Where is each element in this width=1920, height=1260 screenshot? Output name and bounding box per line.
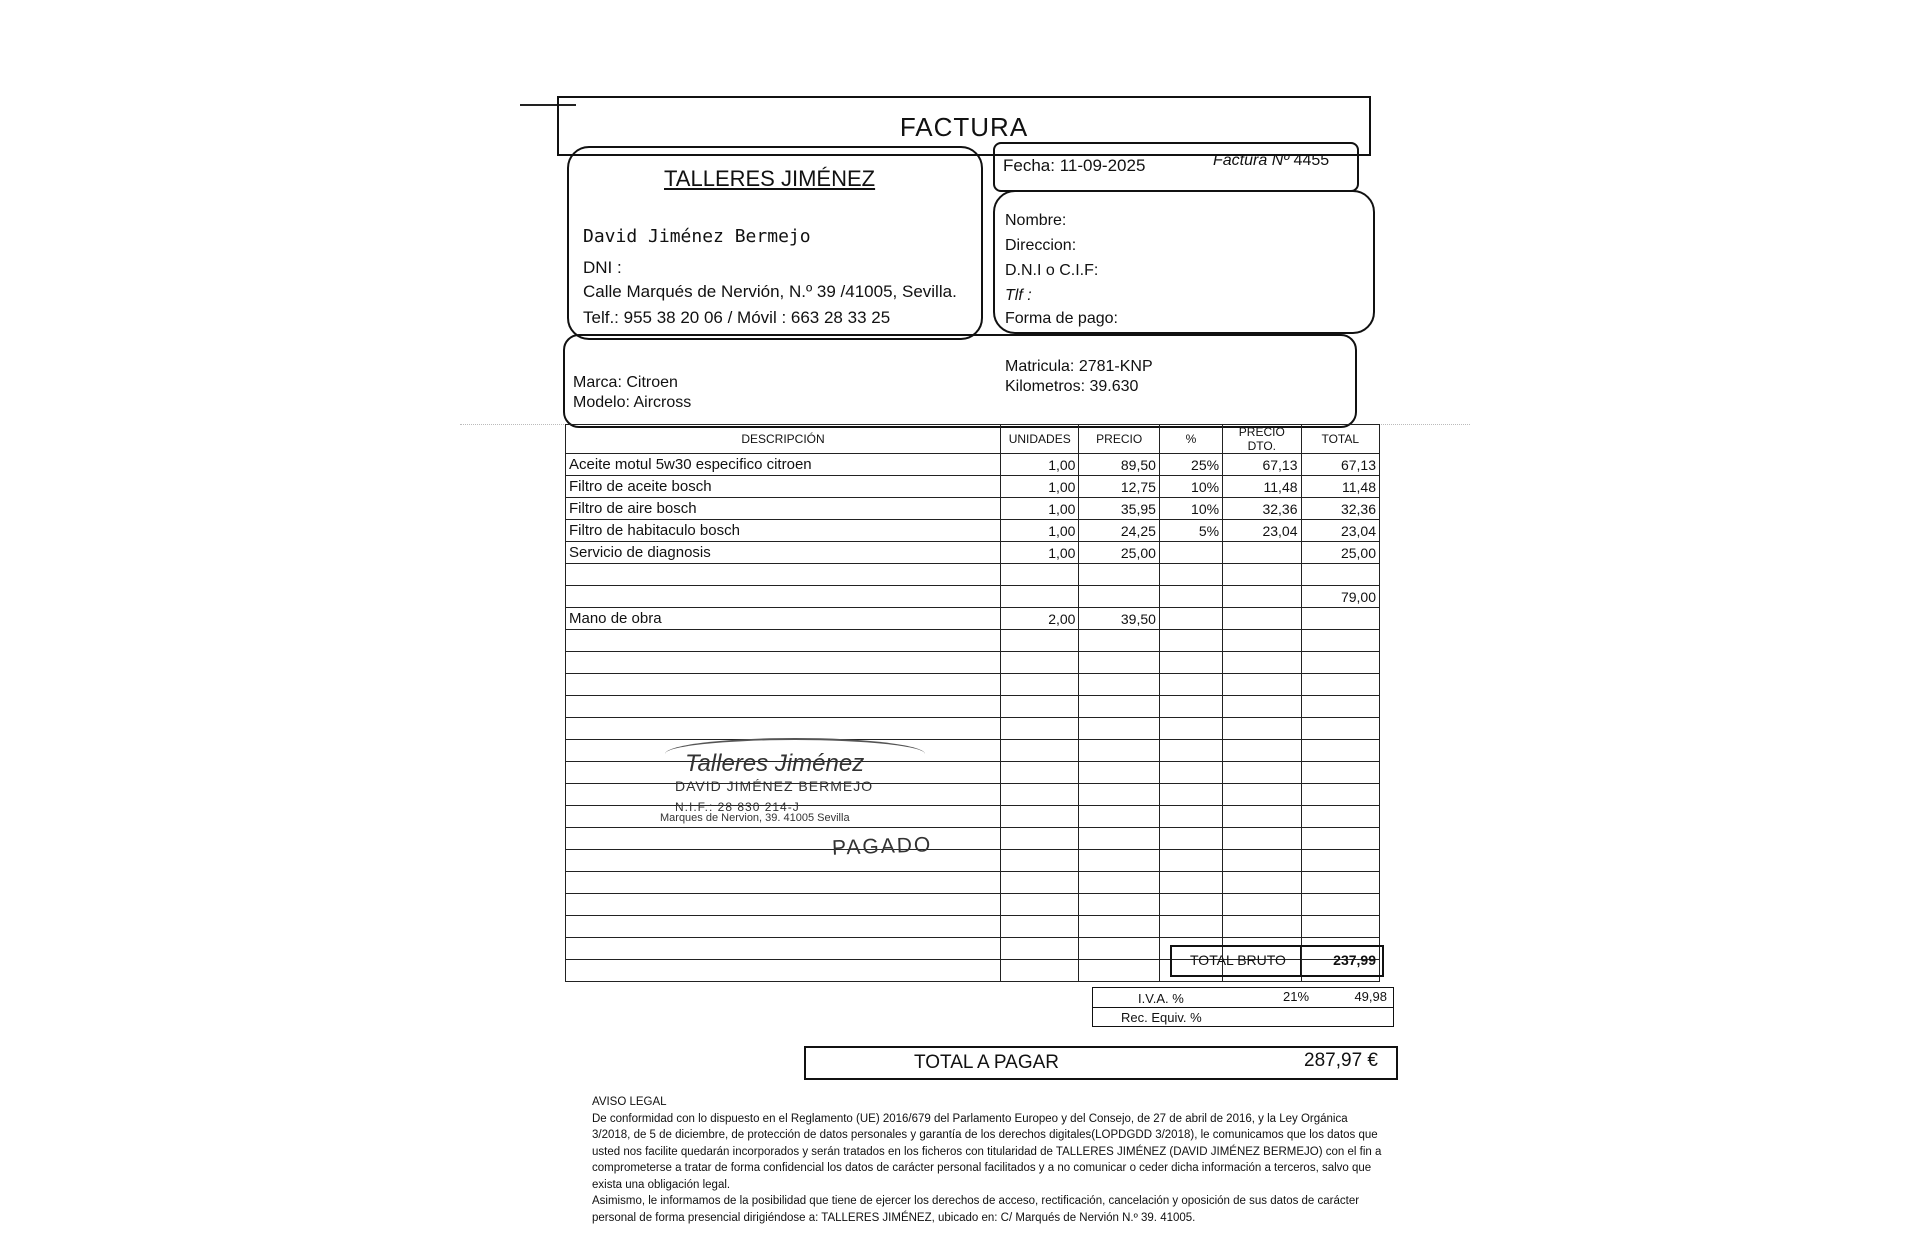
client-payment-label: Forma de pago: [1005, 310, 1118, 327]
cell-desc: Filtro de habitaculo bosch [566, 520, 1001, 542]
shop-dni-label: DNI : [583, 258, 622, 277]
cell-empty [1159, 740, 1222, 762]
cell-pct: 10% [1159, 476, 1222, 498]
cell-price [1079, 586, 1159, 608]
cell-empty [1223, 652, 1301, 674]
cell-empty [1159, 718, 1222, 740]
cell-empty [1159, 806, 1222, 828]
cell-dto: 23,04 [1223, 520, 1301, 542]
cell-empty [1001, 652, 1079, 674]
cell-dto: 11,48 [1223, 476, 1301, 498]
cell-empty [1301, 850, 1379, 872]
cell-empty [1301, 894, 1379, 916]
total-bruto-value: 237,99 [1333, 952, 1376, 968]
cell-empty [1001, 938, 1079, 960]
cell-empty [1159, 630, 1222, 652]
iva-label: I.V.A. % [1138, 991, 1184, 1006]
cell-pct: 10% [1159, 498, 1222, 520]
table-row [566, 564, 1380, 586]
table-row-empty [566, 652, 1380, 674]
cell-empty [1301, 916, 1379, 938]
iva-value: 49,98 [1354, 989, 1387, 1004]
plate-value: 2781-KNP [1078, 358, 1153, 375]
cell-desc: Aceite motul 5w30 especifico citroen [566, 454, 1001, 476]
cell-empty [1223, 806, 1301, 828]
invoice-number [1213, 152, 1329, 170]
shop-name: TALLERES JIMÉNEZ [664, 166, 876, 191]
shop-address: Calle Marqués de Nervión, N.º 39 /41005, Sevilla. [583, 282, 957, 301]
cell-empty [1001, 916, 1079, 938]
km-label: Kilometros: [1005, 378, 1086, 395]
cell-empty [566, 938, 1001, 960]
cell-price: 35,95 [1079, 498, 1159, 520]
vehicle-brand [573, 374, 678, 392]
iva-row [1093, 988, 1393, 1007]
table-row-empty [566, 916, 1380, 938]
model-label: Modelo: [573, 394, 630, 411]
cell-total [1301, 564, 1379, 586]
date-value: 11-09-2025 [1059, 156, 1146, 175]
cell-empty [1079, 784, 1159, 806]
cell-units: 1,00 [1001, 498, 1079, 520]
cell-total: 79,00 [1301, 586, 1379, 608]
iva-percent: 21% [1283, 989, 1310, 1004]
cell-empty [1159, 674, 1222, 696]
items-header-row [566, 425, 1380, 454]
table-row-empty [566, 872, 1380, 894]
cell-empty [1223, 916, 1301, 938]
cell-empty [1001, 828, 1079, 850]
table-row-empty [566, 696, 1380, 718]
cell-empty [1301, 696, 1379, 718]
cell-empty [1301, 784, 1379, 806]
vehicle-box [563, 334, 1357, 428]
invoice-title: FACTURA [899, 112, 1029, 142]
legal-heading: AVISO LEGAL [592, 1096, 667, 1108]
date-label: Fecha: [1003, 156, 1055, 175]
cell-empty [1001, 850, 1079, 872]
shop-info-box [567, 146, 983, 340]
cell-units: 1,00 [1001, 520, 1079, 542]
invoice-date [1003, 156, 1145, 176]
cell-empty [1001, 762, 1079, 784]
cell-empty [1079, 894, 1159, 916]
cell-empty [1223, 696, 1301, 718]
table-row [566, 476, 1380, 498]
stamp-line-4: Marques de Nervion, 39. 41005 Sevilla [660, 812, 850, 824]
table-row [566, 498, 1380, 520]
cell-empty [1079, 740, 1159, 762]
cell-empty [1079, 960, 1159, 982]
items-body [566, 454, 1380, 982]
cell-empty [566, 674, 1001, 696]
legal-text: De conformidad con lo dispuesto en el Reglamento (UE) 2016/679 del Parlamento Europeo y del Consejo, de 27 de abril de 2016, y la Ley Orgánica 3/2018, de 5 de diciembre, de protección de datos personales y garantía de los derechos digitales(LOPDGDD 3/2018), le comunicamos que los datos que usted nos facilite quedarán incorporados y serán tratados en los ficheros con titularidad de TALLERES JIMÉNEZ (DAVID JIMÉNEZ BERMEJO) con el fin a comprometerse a tratar de forma confidencial los datos de carácter personal facilitados y a no comunicar o ceder dicha información a terceros, salvo que exista una obligación legal. [592, 1112, 1382, 1191]
client-name-label: Nombre: [1005, 212, 1067, 229]
cell-empty [1301, 674, 1379, 696]
cell-empty [1079, 806, 1159, 828]
cell-desc: Filtro de aire bosch [566, 498, 1001, 520]
cell-empty [1159, 784, 1222, 806]
cell-empty [1079, 762, 1159, 784]
cell-total: 67,13 [1301, 454, 1379, 476]
cell-empty [1001, 740, 1079, 762]
items-table [565, 424, 1380, 982]
cell-units [1001, 586, 1079, 608]
cell-empty [1301, 872, 1379, 894]
cell-empty [1159, 762, 1222, 784]
cell-pct [1159, 586, 1222, 608]
cell-empty [566, 916, 1001, 938]
cell-dto: 32,36 [1223, 498, 1301, 520]
client-info-box [993, 190, 1375, 334]
cell-total: 25,00 [1301, 542, 1379, 564]
plate-label: Matricula: [1005, 358, 1075, 375]
cell-empty [1159, 828, 1222, 850]
cell-empty [566, 652, 1001, 674]
cell-empty [566, 872, 1001, 894]
cell-empty [566, 960, 1001, 982]
invoice-date-box [993, 142, 1359, 192]
cell-empty [1079, 938, 1159, 960]
shop-owner: David Jiménez Bermejo [583, 226, 811, 247]
cell-empty [1223, 762, 1301, 784]
cell-empty [1079, 630, 1159, 652]
cell-pct [1159, 542, 1222, 564]
cell-empty [1001, 872, 1079, 894]
cell-empty [1079, 718, 1159, 740]
cell-desc [566, 564, 1001, 586]
invoice-number-label: Factura Nº [1213, 152, 1290, 169]
total-pay-box [804, 1046, 1398, 1080]
total-pay-value: 287,97 € [1304, 1050, 1378, 1071]
brand-value: Citroen [626, 374, 678, 391]
brand-label: Marca: [573, 374, 622, 391]
table-row-empty [566, 894, 1380, 916]
cell-pct [1159, 564, 1222, 586]
cell-empty [566, 718, 1001, 740]
cell-empty [1001, 806, 1079, 828]
cell-empty [1079, 850, 1159, 872]
total-bruto-box [1170, 945, 1384, 977]
cell-empty [1301, 828, 1379, 850]
cell-empty [1223, 630, 1301, 652]
cell-empty [1001, 960, 1079, 982]
cell-empty [1001, 894, 1079, 916]
cell-empty [1159, 894, 1222, 916]
table-row-empty [566, 630, 1380, 652]
cell-price: 12,75 [1079, 476, 1159, 498]
cell-price: 89,50 [1079, 454, 1159, 476]
table-row [566, 520, 1380, 542]
cell-units [1001, 564, 1079, 586]
legal-notice [592, 1094, 1382, 1226]
table-row [566, 454, 1380, 476]
table-row [566, 542, 1380, 564]
cell-dto [1223, 542, 1301, 564]
cell-price: 24,25 [1079, 520, 1159, 542]
cell-empty [566, 630, 1001, 652]
cell-desc: Filtro de aceite bosch [566, 476, 1001, 498]
total-pay-label: TOTAL A PAGAR [914, 1052, 1060, 1073]
cell-empty [1001, 784, 1079, 806]
cell-empty [1223, 740, 1301, 762]
col-percent: % [1159, 425, 1222, 454]
table-row [566, 608, 1380, 630]
model-value: Aircross [633, 394, 692, 411]
vehicle-km [1005, 378, 1138, 396]
cell-pct [1159, 608, 1222, 630]
cell-empty [1079, 872, 1159, 894]
cell-empty [1159, 850, 1222, 872]
cell-pct: 25% [1159, 454, 1222, 476]
cell-empty [1301, 740, 1379, 762]
tax-box [1092, 987, 1394, 1027]
cell-units: 1,00 [1001, 476, 1079, 498]
table-row-empty [566, 674, 1380, 696]
cell-empty [1079, 696, 1159, 718]
cell-desc: Servicio de diagnosis [566, 542, 1001, 564]
cell-empty [1159, 652, 1222, 674]
vehicle-model [573, 394, 691, 412]
client-address-label: Direccion: [1005, 237, 1077, 254]
col-total: TOTAL [1301, 425, 1379, 454]
cell-dto [1223, 586, 1301, 608]
legal-text-2: Asimismo, le informamos de la posibilidad que tiene de ejercer los derechos de acceso, rectificación, cancelación y oposición de sus datos de carácter personal de forma presencial dirigiéndose a: TALLERES JIMÉNEZ, ubicado en: C/ Marqués de Nervión N.º 39. 41005. [592, 1195, 1360, 1224]
table-row [566, 586, 1380, 608]
total-bruto-label: TOTAL BRUTO [1190, 952, 1286, 968]
cell-empty [566, 894, 1001, 916]
cell-empty [1001, 696, 1079, 718]
col-price: PRECIO [1079, 425, 1159, 454]
cell-empty [1223, 674, 1301, 696]
cell-empty [1079, 674, 1159, 696]
cell-desc [566, 586, 1001, 608]
rec-label: Rec. Equiv. % [1121, 1010, 1202, 1025]
cell-units: 1,00 [1001, 542, 1079, 564]
cell-empty [1301, 630, 1379, 652]
cell-empty [1301, 762, 1379, 784]
cell-empty [1159, 872, 1222, 894]
col-price-dto: PRECIO DTO. [1223, 425, 1301, 454]
cell-empty [1301, 652, 1379, 674]
cell-price: 39,50 [1079, 608, 1159, 630]
table-row-empty [566, 718, 1380, 740]
cell-pct: 5% [1159, 520, 1222, 542]
cell-empty [1079, 652, 1159, 674]
stamp-line-3: N.I.F.: 28 830 214-J [675, 800, 800, 814]
stamp-line-2: DAVID JIMÉNEZ BERMEJO [675, 778, 874, 794]
cell-empty [1223, 850, 1301, 872]
cell-dto [1223, 564, 1301, 586]
cell-empty [1001, 674, 1079, 696]
shop-phones: Telf.: 955 38 20 06 / Móvil : 663 28 33 25 [583, 308, 891, 327]
cell-total [1301, 608, 1379, 630]
cell-empty [1159, 916, 1222, 938]
paid-stamp: PAGADO [831, 833, 933, 860]
invoice-number-value: 4455 [1293, 152, 1330, 169]
col-description: DESCRIPCIÓN [566, 425, 1001, 454]
cell-desc: Mano de obra [566, 608, 1001, 630]
cell-units: 1,00 [1001, 454, 1079, 476]
cell-price [1079, 564, 1159, 586]
cell-empty [1223, 872, 1301, 894]
km-value: 39.630 [1089, 378, 1139, 395]
client-phone-label: Tlf : [1005, 287, 1032, 304]
cell-total: 32,36 [1301, 498, 1379, 520]
cell-empty [1223, 718, 1301, 740]
col-units: UNIDADES [1001, 425, 1079, 454]
rec-row [1093, 1007, 1393, 1027]
cell-units: 2,00 [1001, 608, 1079, 630]
cell-empty [1079, 916, 1159, 938]
cell-empty [1223, 828, 1301, 850]
client-phone [1005, 287, 1032, 305]
cell-total: 23,04 [1301, 520, 1379, 542]
cell-empty [566, 696, 1001, 718]
cell-empty [1223, 894, 1301, 916]
cell-empty [1001, 630, 1079, 652]
cell-dto: 67,13 [1223, 454, 1301, 476]
cell-empty [1001, 718, 1079, 740]
total-bruto-divider [1300, 947, 1301, 975]
cell-empty [1223, 784, 1301, 806]
stamp-line-1: Talleres Jiménez [685, 750, 865, 777]
cell-empty [1159, 696, 1222, 718]
client-id-label: D.N.I o C.I.F: [1005, 262, 1099, 279]
cell-empty [1301, 718, 1379, 740]
cell-empty [1079, 828, 1159, 850]
cell-dto [1223, 608, 1301, 630]
cell-empty [1301, 806, 1379, 828]
vehicle-plate [1005, 358, 1153, 376]
cell-price: 25,00 [1079, 542, 1159, 564]
cell-total: 11,48 [1301, 476, 1379, 498]
